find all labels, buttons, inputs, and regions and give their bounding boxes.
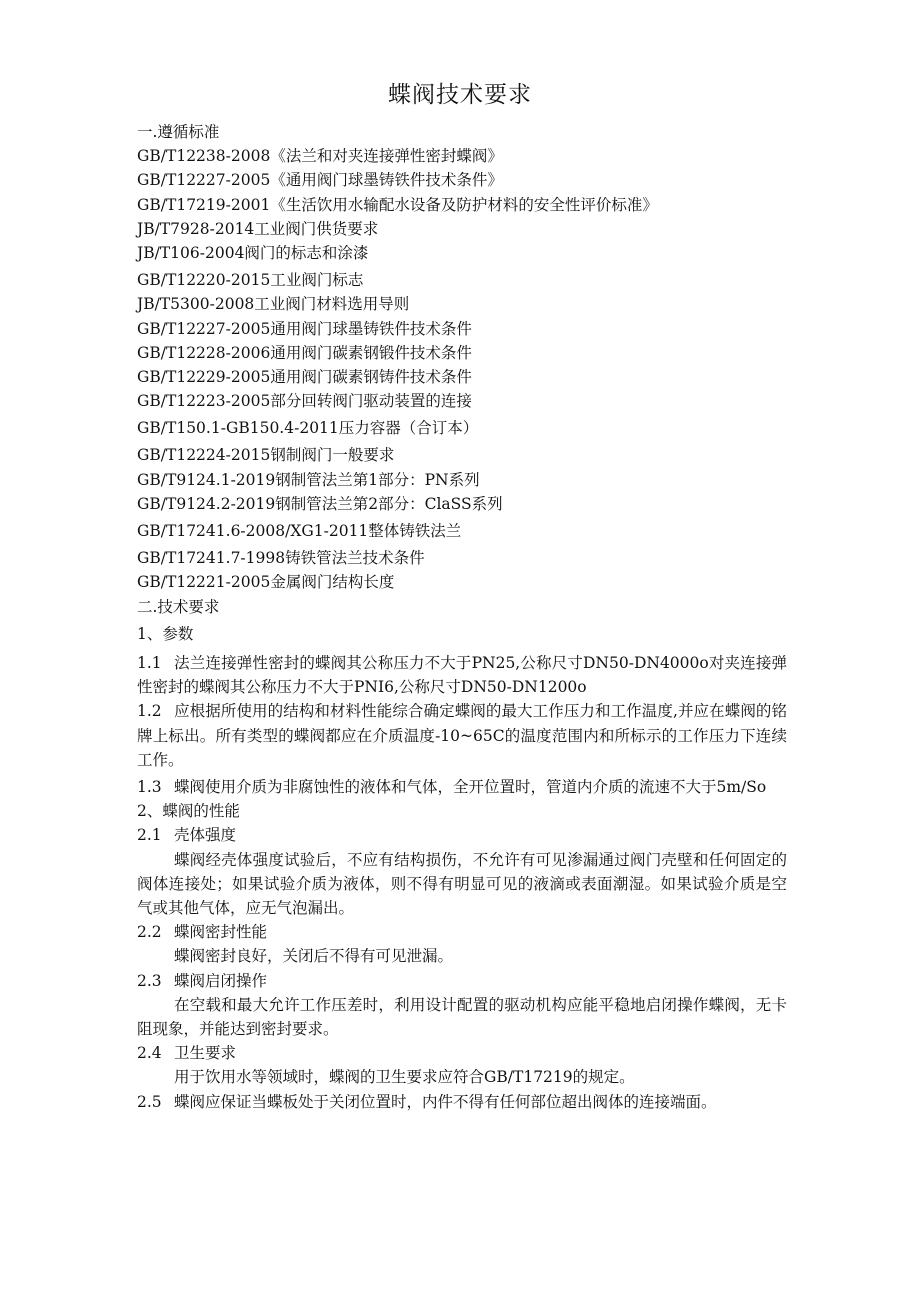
item-text: 法兰连接弹性密封的蝶阀其公称压力不大于PN25,公称尺寸DN50-DN4000o对夹连接弹性密封的蝶阀其公称压力不大于PNI6,公称尺寸DN50-DN1200o bbox=[137, 653, 787, 697]
parameter-item bbox=[137, 699, 787, 772]
performance-item-heading bbox=[137, 823, 787, 847]
item-number: 1.3 bbox=[137, 777, 162, 796]
standard-item: JB/T7928-2014工业阀门供货要求 bbox=[137, 219, 379, 238]
performance-item-text: 用于饮用水等领域时，蝶阀的卫生要求应符合GB/T17219的规定。 bbox=[174, 1068, 635, 1087]
item-number: 1.2 bbox=[137, 702, 162, 721]
section-heading-technical: 二.技术要求 bbox=[137, 597, 220, 616]
section-heading-standards: 一.遵循标准 bbox=[137, 123, 220, 141]
item-number: 2.5 bbox=[137, 1092, 162, 1111]
item-label: 蝶阀启闭操作 bbox=[174, 971, 268, 990]
standard-item: GB/T12223-2005部分回转阀门驱动装置的连接 bbox=[137, 392, 472, 411]
item-number: 2.2 bbox=[137, 923, 162, 942]
subsection-heading-performance: 2、蝶阀的性能 bbox=[137, 802, 240, 821]
standard-item: GB/T12228-2006通用阀门碳素钢锻件技术条件 bbox=[137, 343, 472, 362]
subsection-heading-parameters: 1、参数 bbox=[137, 624, 194, 643]
item-text: 蝶阀应保证当蝶板处于关闭位置时，内件不得有任何部位超出阀体的连接端面。 bbox=[174, 1092, 717, 1111]
standard-item: JB/T106-2004阀门的标志和涂漆 bbox=[137, 243, 369, 262]
item-number: 1.1 bbox=[137, 653, 162, 672]
standard-item: GB/T12229-2005通用阀门碳素钢铸件技术条件 bbox=[137, 367, 472, 386]
parameter-item bbox=[137, 775, 787, 799]
item-label: 壳体强度 bbox=[174, 826, 237, 845]
standard-item: GB/T12227-2005《通用阀门球墨铸铁件技术条件》 bbox=[137, 171, 503, 190]
item-text: 蝶阀使用介质为非腐蚀性的液体和气体，全开位置时，管道内介质的流速不大于5m∕So bbox=[174, 777, 767, 796]
standard-item: GB/T9124.2-2019钢制管法兰第2部分：ClaSS系列 bbox=[137, 494, 503, 513]
standard-item: GB/T12238-2008《法兰和对夹连接弹性密封蝶阀》 bbox=[137, 147, 503, 166]
performance-item-text: 蝶阀经壳体强度试验后，不应有结构损伤，不允许有可见渗漏通过阀门壳壁和任何固定的阀体连接处；如果试验介质为液体，则不得有明显可见的液滴或表面潮湿。如果试验介质是空气或其他气体，应无气泡漏出。 bbox=[137, 850, 787, 917]
performance-item-heading bbox=[137, 969, 787, 993]
standard-item: GB/T12227-2005通用阀门球墨铸铁件技术条件 bbox=[137, 319, 472, 338]
performance-item-heading bbox=[137, 920, 787, 944]
item-label: 卫生要求 bbox=[174, 1044, 237, 1063]
standard-item: GB/T150.1-GB150.4-2011压力容器（合订本） bbox=[137, 419, 479, 438]
standard-item: GB/T12224-2015钢制阀门一般要求 bbox=[137, 446, 395, 465]
item-text: 应根据所使用的结构和材料性能综合确定蝶阀的最大工作压力和工作温度,并应在蝶阀的铭牌上标出。所有类型的蝶阀都应在介质温度-10~65C的温度范围内和所标示的工作压力下连续工作。 bbox=[137, 702, 787, 769]
standard-item: GB/T17241.6-2008/XG1-2011整体铸铁法兰 bbox=[137, 522, 462, 540]
item-number: 2.1 bbox=[137, 826, 162, 845]
standard-item: GB/T12220-2015工业阀门标志 bbox=[137, 271, 364, 290]
standard-item: JB/T5300-2008工业阀门材料选用导则 bbox=[137, 295, 410, 314]
document-body bbox=[137, 120, 787, 1114]
performance-item-text: 在空载和最大允许工作压差时，利用设计配置的驱动机构应能平稳地启闭操作蝶阀，无卡阻现象，并能达到密封要求。 bbox=[137, 995, 787, 1038]
performance-item bbox=[137, 1090, 787, 1114]
standard-item: GB/T12221-2005金属阀门结构长度 bbox=[137, 573, 395, 592]
parameter-item bbox=[137, 651, 787, 699]
document-title: 蝶阀技术要求 bbox=[388, 82, 532, 108]
standard-item: GB/T9124.1-2019钢制管法兰第1部分：PN系列 bbox=[137, 470, 480, 489]
standard-item: GB/T17241.7-1998铸铁管法兰技术条件 bbox=[137, 549, 425, 568]
performance-item-text: 蝶阀密封良好，关闭后不得有可见泄漏。 bbox=[174, 947, 454, 966]
performance-item-heading bbox=[137, 1041, 787, 1065]
item-number: 2.4 bbox=[137, 1044, 162, 1063]
item-number: 2.3 bbox=[137, 971, 162, 990]
standard-item: GB/T17219-2001《生活饮用水输配水设备及防护材料的安全性评价标准》 bbox=[137, 195, 658, 214]
item-label: 蝶阀密封性能 bbox=[174, 923, 268, 942]
